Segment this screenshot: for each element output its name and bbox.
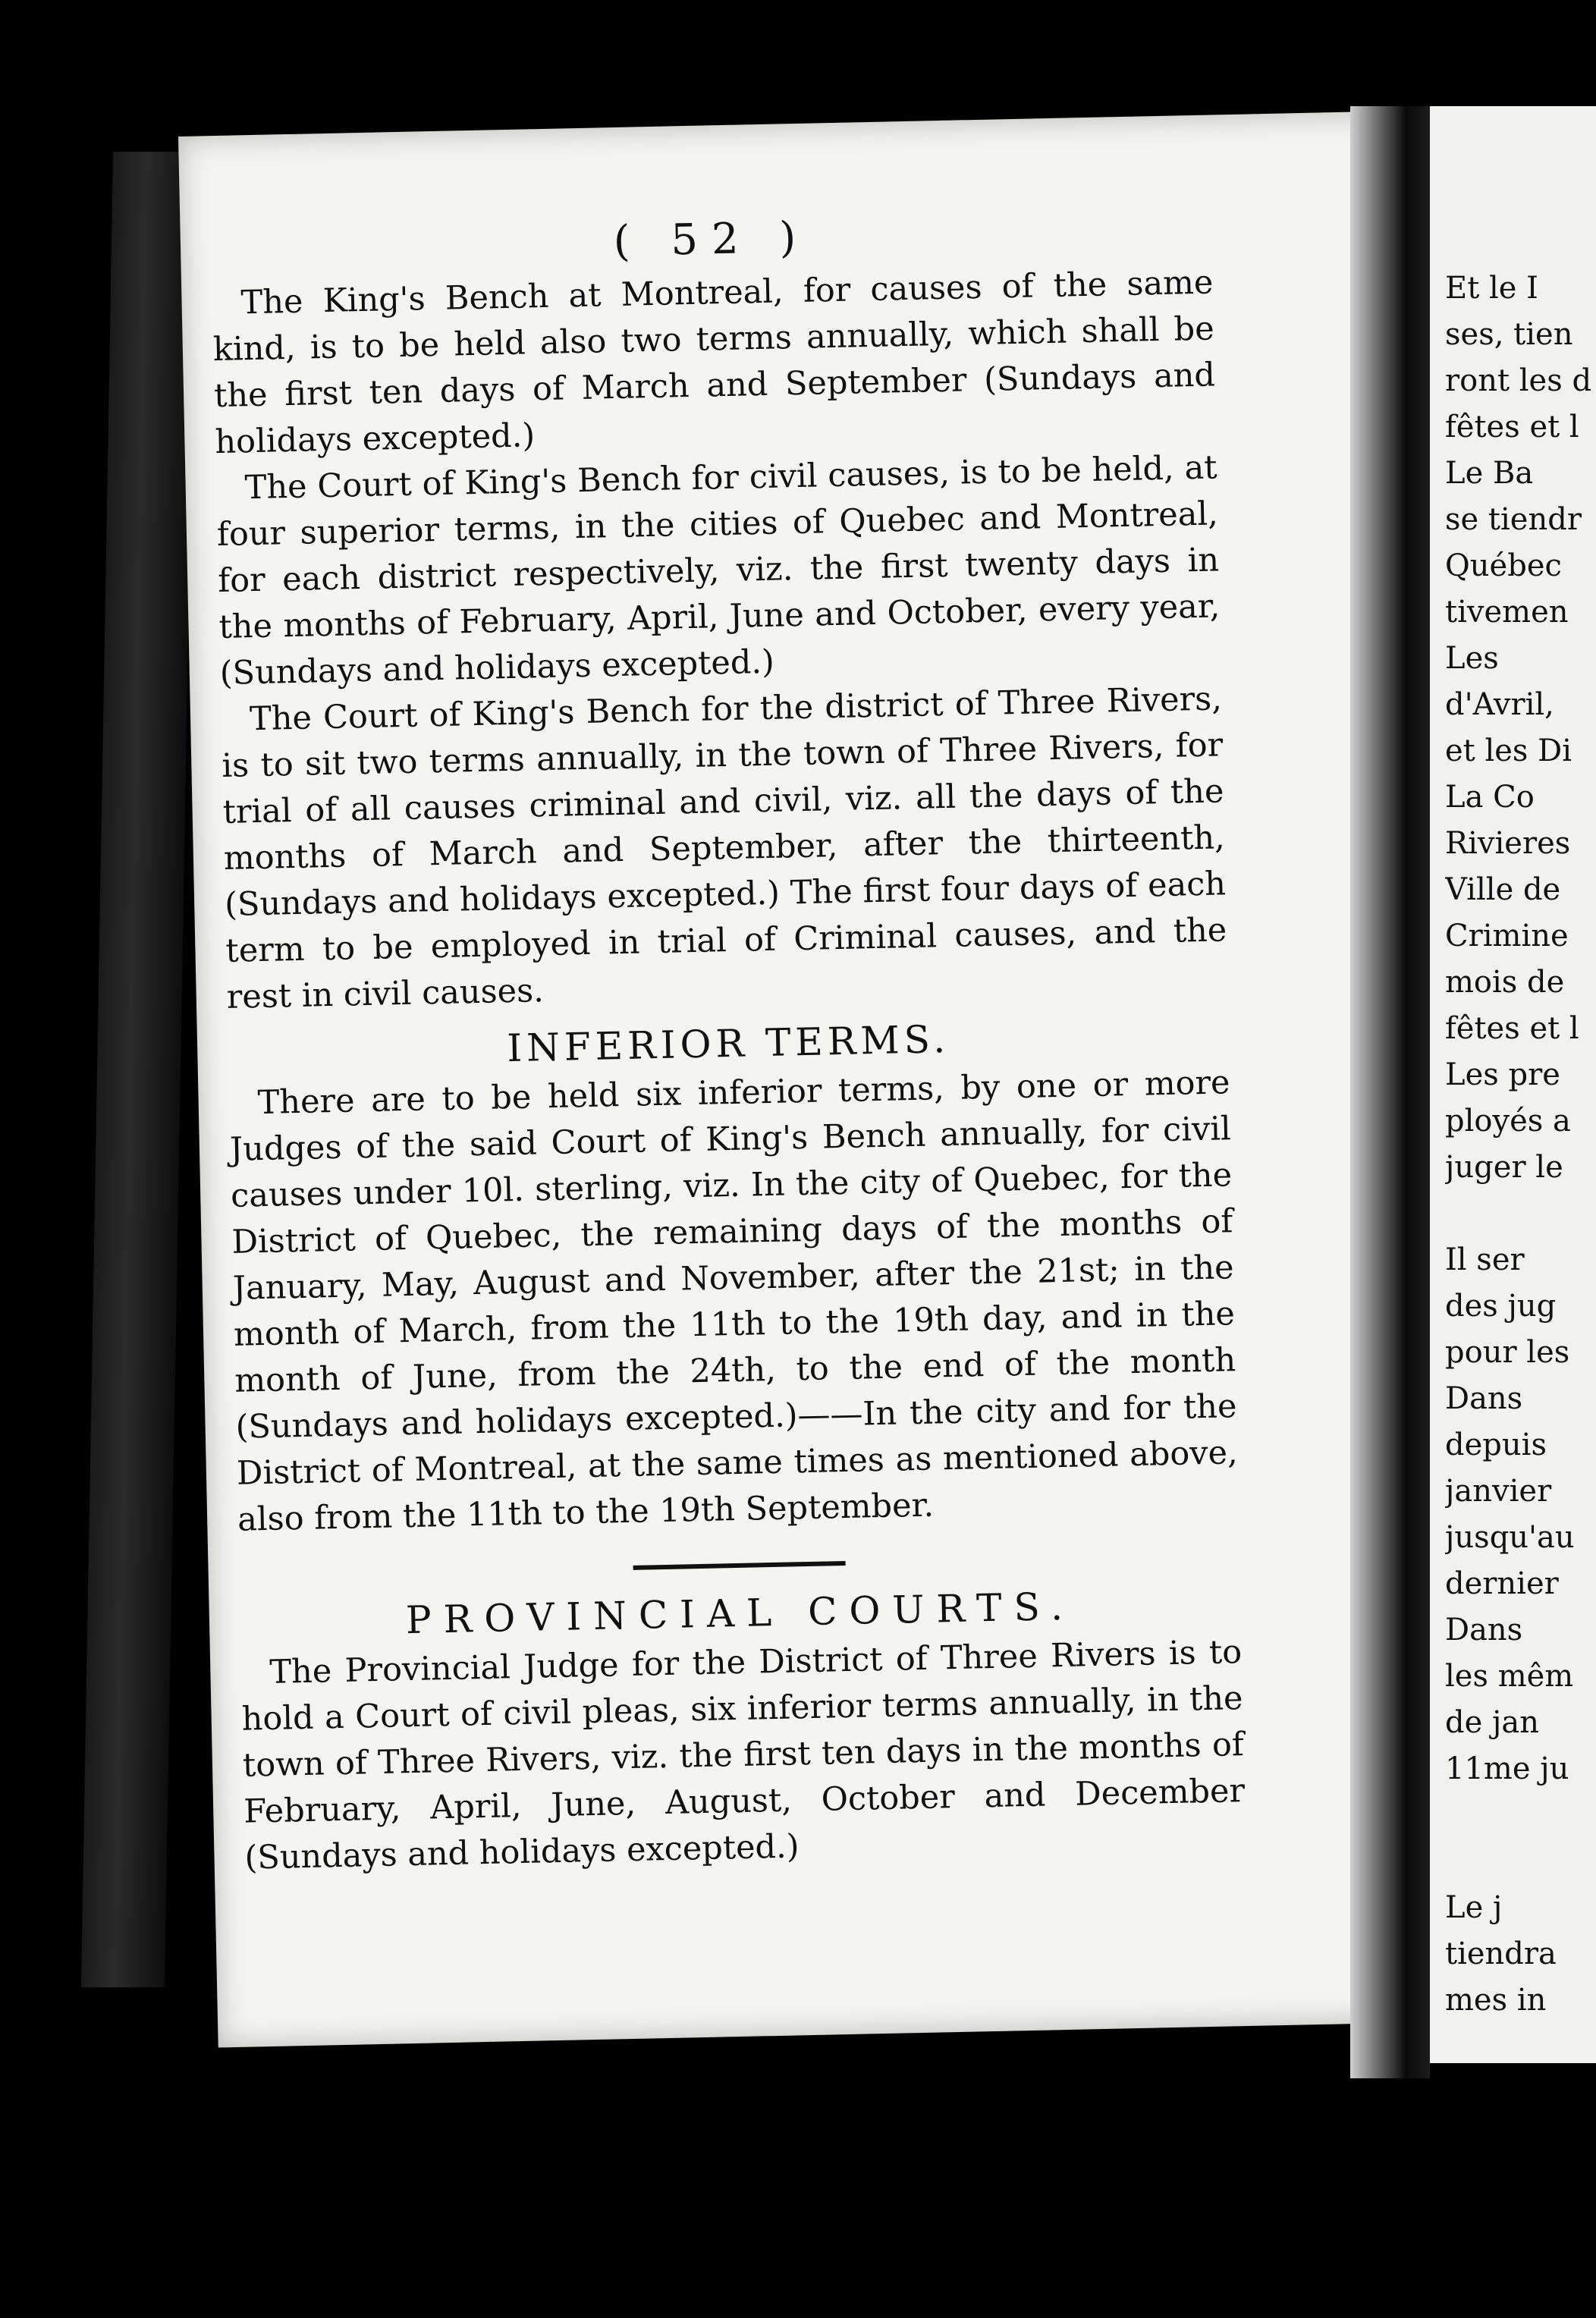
right-line: fêtes et l: [1445, 1011, 1579, 1046]
right-line: Dans: [1445, 1381, 1523, 1416]
right-line: ses, tien: [1445, 317, 1573, 352]
right-line: juger le: [1445, 1150, 1563, 1185]
right-line: Le Ba: [1445, 456, 1534, 491]
paragraph-provincial-courts: The Provincial Judge for the District of Three Rivers is to hold a Court of civil pleas, six inferior terms annually, in the town of Three Rivers, viz. the first ten days in the months of February, April, June, August, October and December (Sundays and holidays excepted.): [241, 1633, 1246, 1877]
right-line: mois de: [1445, 965, 1565, 1000]
right-line: des jug: [1445, 1289, 1557, 1324]
right-line: 11me ju: [1445, 1751, 1569, 1786]
right-line: Et le I: [1445, 271, 1538, 306]
right-line: de jan: [1445, 1705, 1540, 1740]
right-line: [1445, 1191, 1596, 1237]
right-line: Les: [1445, 641, 1499, 676]
right-line: Ville de: [1445, 872, 1561, 907]
right-line: tivemen: [1445, 595, 1569, 630]
section-divider: [633, 1561, 846, 1570]
left-page-text: [210, 176, 1246, 1882]
right-line: depuis: [1445, 1428, 1547, 1462]
right-line: fêtes et l: [1445, 410, 1579, 444]
right-line: tiendra: [1445, 1936, 1557, 1971]
right-line: La Co: [1445, 780, 1535, 815]
right-line: jusqu'au: [1445, 1520, 1575, 1555]
right-line: ront les d: [1445, 363, 1592, 398]
right-line: d'Avril,: [1445, 687, 1554, 722]
right-line: pour les: [1445, 1335, 1570, 1370]
paragraph-kings-bench-three-rivers: The Court of King's Bench for the district of Three Rivers, is to sit two terms annually, in the town of Three Rivers, for trial of all causes criminal and civil, viz. all the days of the months of March and September, after the thirteenth, (Sundays and holidays excepted.) The first four days of each term to be employed in trial of Criminal causes, and the rest in civil causes.: [221, 680, 1227, 1016]
right-line: Rivieres: [1445, 826, 1571, 861]
right-line: et les Di: [1445, 733, 1572, 768]
right-line: mes in: [1445, 1983, 1547, 2018]
book-edge-left: [81, 152, 196, 1987]
right-line: se tiendr: [1445, 502, 1582, 537]
right-line: janvier: [1445, 1474, 1552, 1509]
paragraph-inferior-terms: There are to be held six inferior terms, by one or more Judges of the said Court of King's Bench annually, for civil causes under 10l. sterling, viz. In the city of Quebec, for the District of Quebec, the remaining days of the months of January, May, August and November, after the 21st; in the month of March, from the 11th to the 19th day, and in the month of June, from the 24th, to the end of the month (Sundays and holidays excepted.)——In the city and for the District of Montreal, at the same times as mentioned above, also from the 11th to the 19th September.: [229, 1063, 1239, 1539]
right-line: les mêm: [1445, 1659, 1574, 1694]
right-line: [1445, 1839, 1596, 1885]
right-line: [1445, 1792, 1596, 1839]
right-line: Québec: [1445, 548, 1562, 583]
page-number: ( 52 ): [613, 212, 810, 267]
right-line: Le j: [1445, 1890, 1503, 1925]
paragraph-kings-bench-civil: The Court of King's Bench for civil causes, is to be held, at four superior terms, in the cities of Quebec and Montreal, for each district respectively, viz. the first twenty days in the months of February, April, June and October, every year, (Sundays and holidays excepted.): [216, 448, 1221, 693]
right-line: ployés a: [1445, 1104, 1571, 1139]
right-page-text: [1445, 265, 1596, 2024]
book-gutter: [1350, 106, 1430, 2078]
heading-inferior-terms: INFERIOR TERMS.: [506, 1016, 950, 1071]
right-line: Il ser: [1445, 1242, 1525, 1277]
paragraph-kings-bench-montreal: The King's Bench at Montreal, for causes of the same kind, is to be held also two terms annually, which shall be the first ten days of March and September (Sundays and holidays excepted.): [212, 263, 1216, 462]
right-line: Crimine: [1445, 919, 1569, 953]
right-line: Dans: [1445, 1613, 1523, 1647]
left-page: [178, 112, 1424, 2048]
heading-provincial-courts: PROVINCIAL COURTS.: [405, 1584, 1076, 1643]
right-line: dernier: [1445, 1566, 1559, 1601]
right-line: Les pre: [1445, 1057, 1560, 1092]
right-page-cropped: [1430, 106, 1596, 2063]
